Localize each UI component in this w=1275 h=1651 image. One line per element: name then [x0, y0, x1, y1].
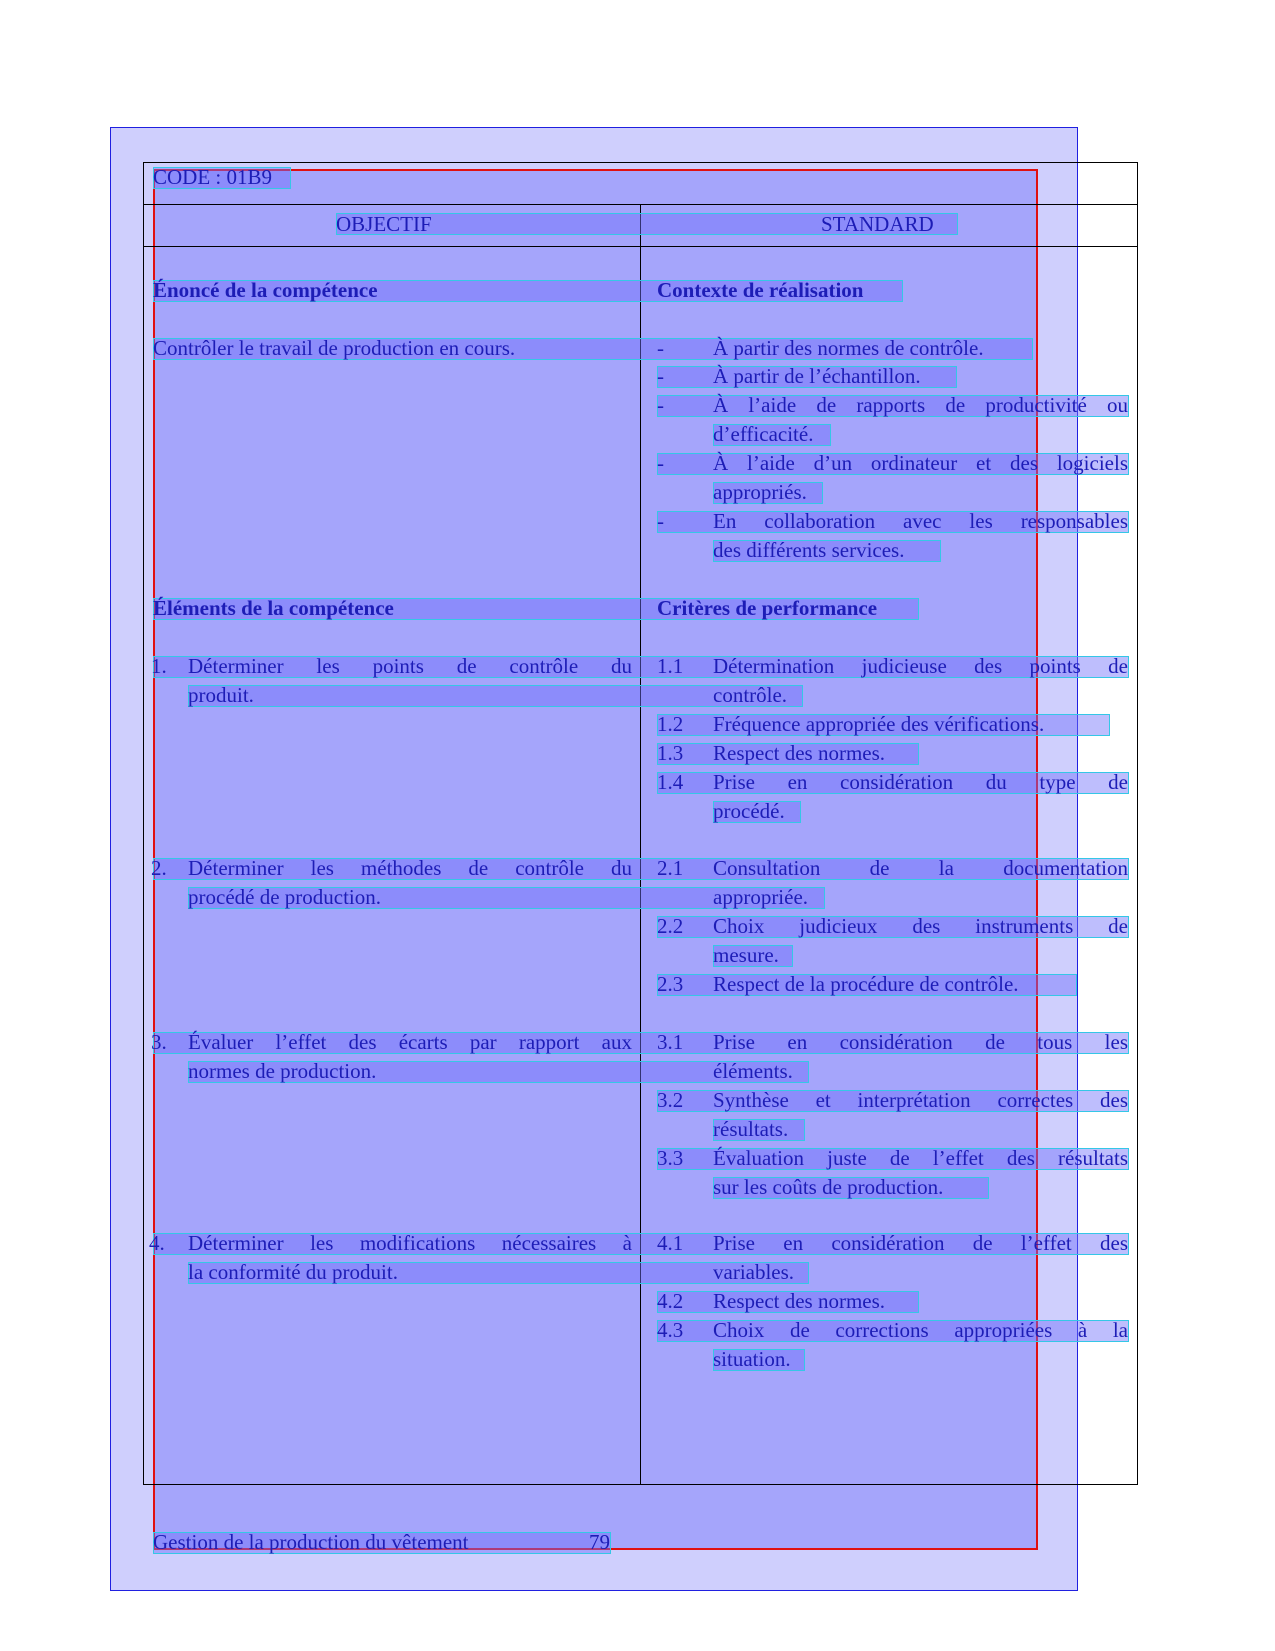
element-number: 4.	[149, 1231, 165, 1255]
element-text-cont: normes de production.	[188, 1059, 377, 1083]
highlight	[188, 685, 803, 707]
critere-number: 4.2	[657, 1289, 684, 1313]
enonce-text: Contrôler le travail de production en cours.	[153, 336, 516, 360]
code-label: CODE : 01B9	[153, 165, 273, 189]
criteres-title: Critères de performance	[657, 596, 878, 620]
header-objectif: OBJECTIF	[336, 212, 432, 236]
critere-text: Fréquence appropriée des vérifications.	[713, 712, 1045, 736]
list-item-cont: des différents services.	[713, 538, 905, 562]
element-number: 3.	[151, 1030, 167, 1054]
element-text-cont: produit.	[188, 683, 254, 707]
critere-text: Détermination judicieuse des points de	[713, 654, 1128, 678]
list-bullet: -	[657, 451, 664, 475]
critere-text: Prise en considération de tous les	[713, 1030, 1128, 1054]
critere-text-cont: appropriée.	[713, 885, 809, 909]
list-item: En collaboration avec les responsables	[713, 509, 1128, 533]
list-item: À partir de l’échantillon.	[713, 364, 921, 388]
critere-text-cont: mesure.	[713, 943, 779, 967]
critere-text: Prise en considération de l’effet des	[713, 1231, 1128, 1255]
critere-number: 2.1	[657, 856, 684, 880]
critere-text-cont: variables.	[713, 1260, 795, 1284]
elements-title: Éléments de la compétence	[153, 596, 394, 620]
critere-text-cont: procédé.	[713, 799, 785, 823]
element-text: Évaluer l’effet des écarts par rapport aux	[188, 1030, 632, 1054]
element-text: Déterminer les modifications nécessaires à	[188, 1231, 632, 1255]
critere-text: Respect des normes.	[713, 1289, 886, 1313]
critere-number: 3.1	[657, 1030, 684, 1054]
enonce-title: Énoncé de la compétence	[153, 278, 378, 302]
list-item-cont: d’efficacité.	[713, 422, 814, 446]
critere-number: 4.3	[657, 1318, 684, 1342]
critere-text-cont: sur les coûts de production.	[713, 1175, 944, 1199]
critere-text: Respect des normes.	[713, 741, 886, 765]
page-number: 79	[589, 1530, 610, 1554]
critere-text: Prise en considération du type de	[713, 770, 1128, 794]
element-number: 2.	[151, 856, 167, 880]
column-divider	[640, 204, 641, 1485]
list-bullet: -	[657, 393, 664, 417]
element-text-cont: procédé de production.	[188, 885, 382, 909]
list-bullet: -	[657, 364, 664, 388]
critere-number: 3.3	[657, 1146, 684, 1170]
critere-number: 4.1	[657, 1231, 684, 1255]
list-item: À l’aide d’un ordinateur et des logiciels	[713, 451, 1128, 475]
critere-number: 2.2	[657, 914, 684, 938]
critere-text-cont: situation.	[713, 1347, 791, 1371]
header-standard: STANDARD	[821, 212, 934, 236]
critere-text-cont: résultats.	[713, 1117, 789, 1141]
footer-title: Gestion de la production du vêtement	[153, 1530, 469, 1554]
element-text-cont: la conformité du produit.	[188, 1260, 398, 1284]
element-text: Déterminer les méthodes de contrôle du	[188, 856, 632, 880]
critere-text: Évaluation juste de l’effet des résultats	[713, 1146, 1128, 1170]
critere-text-cont: contrôle.	[713, 683, 788, 707]
element-text: Déterminer les points de contrôle du	[188, 654, 632, 678]
critere-number: 1.3	[657, 741, 684, 765]
list-bullet: -	[657, 509, 664, 533]
critere-number: 1.4	[657, 770, 684, 794]
critere-number: 1.2	[657, 712, 684, 736]
element-number: 1.	[151, 654, 167, 678]
critere-number: 1.1	[657, 654, 684, 678]
critere-number: 3.2	[657, 1088, 684, 1112]
critere-text: Choix de corrections appropriées à la	[713, 1318, 1128, 1342]
list-item: À partir des normes de contrôle.	[713, 336, 984, 360]
contexte-title: Contexte de réalisation	[657, 278, 864, 302]
critere-text: Respect de la procédure de contrôle.	[713, 972, 1019, 996]
list-bullet: -	[657, 336, 664, 360]
critere-text: Synthèse et interprétation correctes des	[713, 1088, 1128, 1112]
critere-text: Consultation de la documentation	[713, 856, 1128, 880]
critere-text-cont: éléments.	[713, 1059, 793, 1083]
list-item: À l’aide de rapports de productivité ou	[713, 393, 1128, 417]
critere-number: 2.3	[657, 972, 684, 996]
list-item-cont: appropriés.	[713, 480, 807, 504]
critere-text: Choix judicieux des instruments de	[713, 914, 1128, 938]
